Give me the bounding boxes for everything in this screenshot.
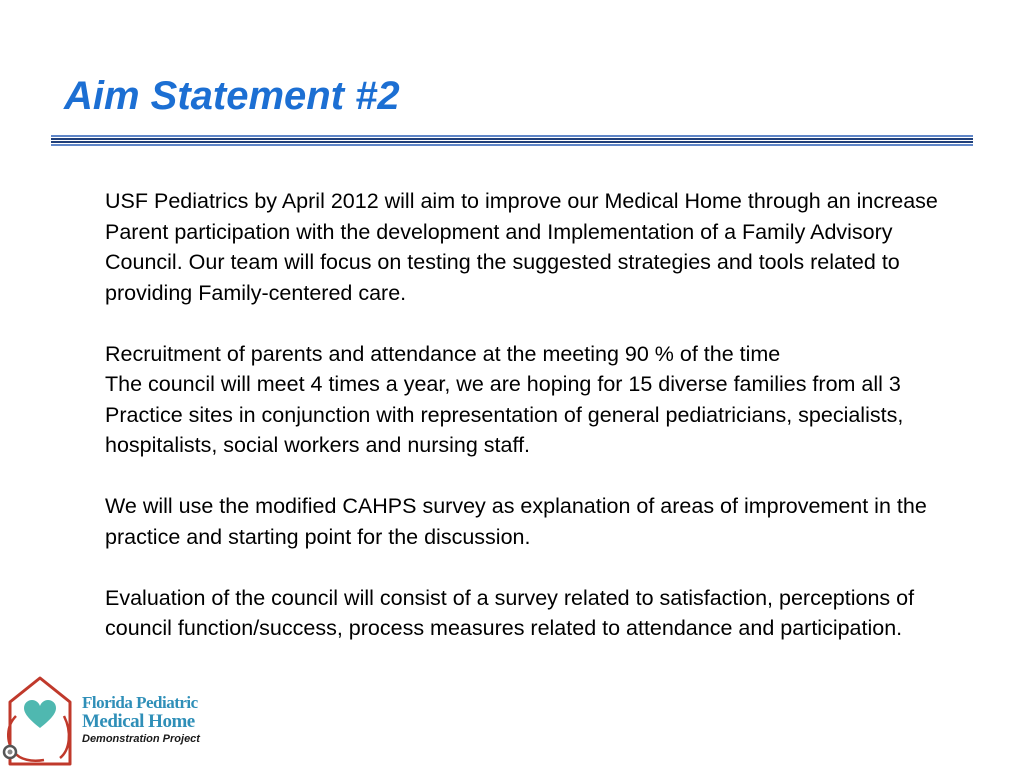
paragraph-survey: We will use the modified CAHPS survey as explanation of areas of improvement in the practice and starting point for the discussion. bbox=[105, 494, 927, 549]
florida-pediatric-logo bbox=[0, 672, 210, 768]
heart-house-stethoscope-icon bbox=[0, 672, 90, 768]
logo-line-demonstration-project: Demonstration Project bbox=[82, 733, 200, 745]
logo-line-medical-home: Medical Home bbox=[82, 711, 195, 732]
paragraph-recruitment: Recruitment of parents and attendance at the meeting 90 % of the time The council will meet 4 times a year, we are hoping for 15 diverse families from all 3 Practice sites in conjunction with representation of general pediatricians, specialists, hospitalists, social workers and nursing staff. bbox=[105, 341, 904, 457]
paragraph-aim: USF Pediatrics by April 2012 will aim to improve our Medical Home through an increase Parent participation with the development and Implementation of a Family Advisory Council. Our team will focus on testing the suggested strategies and tools related to providing Family-centered care. bbox=[105, 189, 938, 305]
logo-line-florida-pediatric: Florida Pediatric bbox=[82, 693, 198, 712]
paragraph-evaluation: Evaluation of the council will consist of a survey related to satisfaction, perceptions of council function/success, process measures related to attendance and participation. bbox=[105, 585, 915, 640]
title-divider bbox=[51, 135, 973, 147]
slide-body bbox=[105, 186, 955, 644]
slide-title: Aim Statement #2 bbox=[64, 74, 400, 118]
